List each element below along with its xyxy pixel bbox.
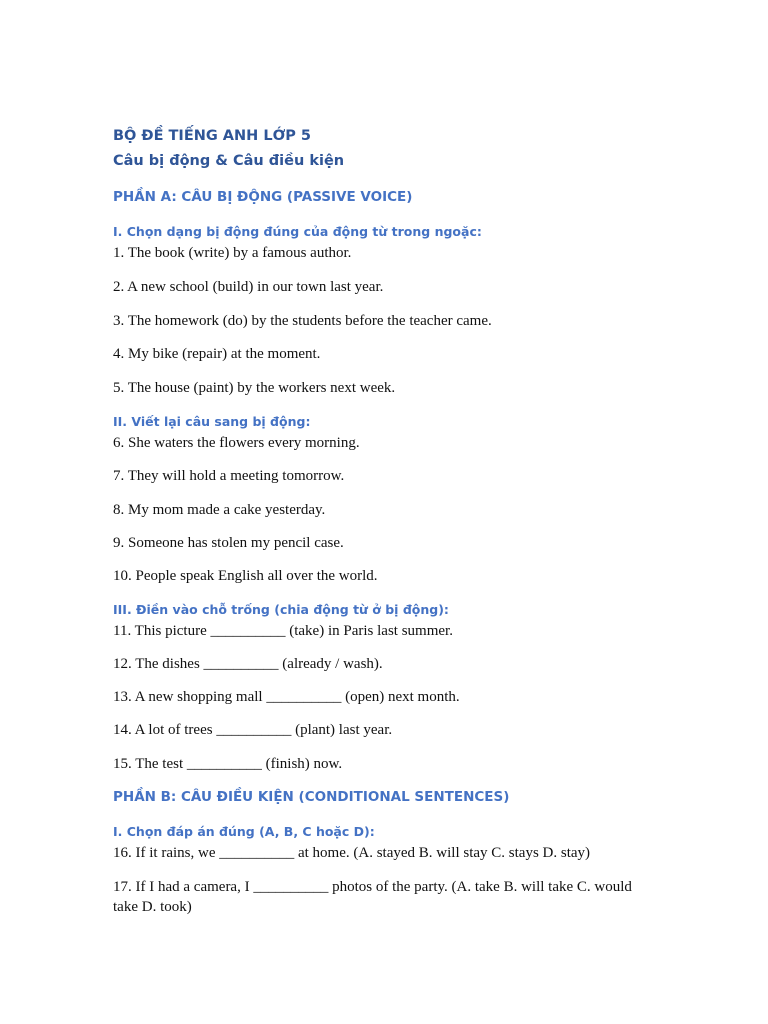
exercise-item: 16. If it rains, we __________ at home. (A. stayed B. will stay C. stays D. stay) [113, 845, 591, 861]
exercise-item: 1. The book (write) by a famous author. [113, 245, 352, 261]
exercise-item: 2. A new school (build) in our town last year. [113, 279, 384, 295]
part-a-section-1-heading: I. Chọn dạng bị động đúng của động từ trong ngoặc: [113, 224, 482, 239]
exercise-item: 12. The dishes __________ (already / wash). [113, 656, 383, 672]
part-b-heading: PHẦN B: CÂU ĐIỀU KIỆN (CONDITIONAL SENTENCES) [113, 789, 510, 805]
exercise-item: 6. She waters the flowers every morning. [113, 435, 360, 451]
part-b-section-1-heading: I. Chọn đáp án đúng (A, B, C hoặc D): [113, 824, 375, 839]
part-a-heading: PHẦN A: CÂU BỊ ĐỘNG (PASSIVE VOICE) [113, 189, 413, 205]
exercise-item: 11. This picture __________ (take) in Paris last summer. [113, 623, 453, 639]
document-page [113, 124, 653, 917]
exercise-item: 17. If I had a camera, I __________ photos of the party. (A. take B. will take C. would take D. took) [113, 879, 632, 915]
exercise-item: 15. The test __________ (finish) now. [113, 756, 343, 772]
part-a-section-3-heading: III. Điền vào chỗ trống (chia động từ ở bị động): [113, 602, 449, 617]
exercise-item: 7. They will hold a meeting tomorrow. [113, 468, 345, 484]
document-subtitle: Câu bị động & Câu điều kiện [113, 153, 345, 169]
exercise-item: 8. My mom made a cake yesterday. [113, 502, 326, 518]
exercise-item: 4. My bike (repair) at the moment. [113, 346, 321, 362]
exercise-item: 14. A lot of trees __________ (plant) last year. [113, 722, 393, 738]
exercise-item: 5. The house (paint) by the workers next week. [113, 380, 396, 396]
exercise-item: 3. The homework (do) by the students before the teacher came. [113, 313, 492, 329]
exercise-item: 9. Someone has stolen my pencil case. [113, 535, 344, 551]
part-a-section-2-heading: II. Viết lại câu sang bị động: [113, 414, 311, 429]
exercise-item: 10. People speak English all over the world. [113, 568, 378, 584]
exercise-item: 13. A new shopping mall __________ (open) next month. [113, 689, 460, 705]
document-title: BỘ ĐỀ TIẾNG ANH LỚP 5 [113, 128, 312, 144]
